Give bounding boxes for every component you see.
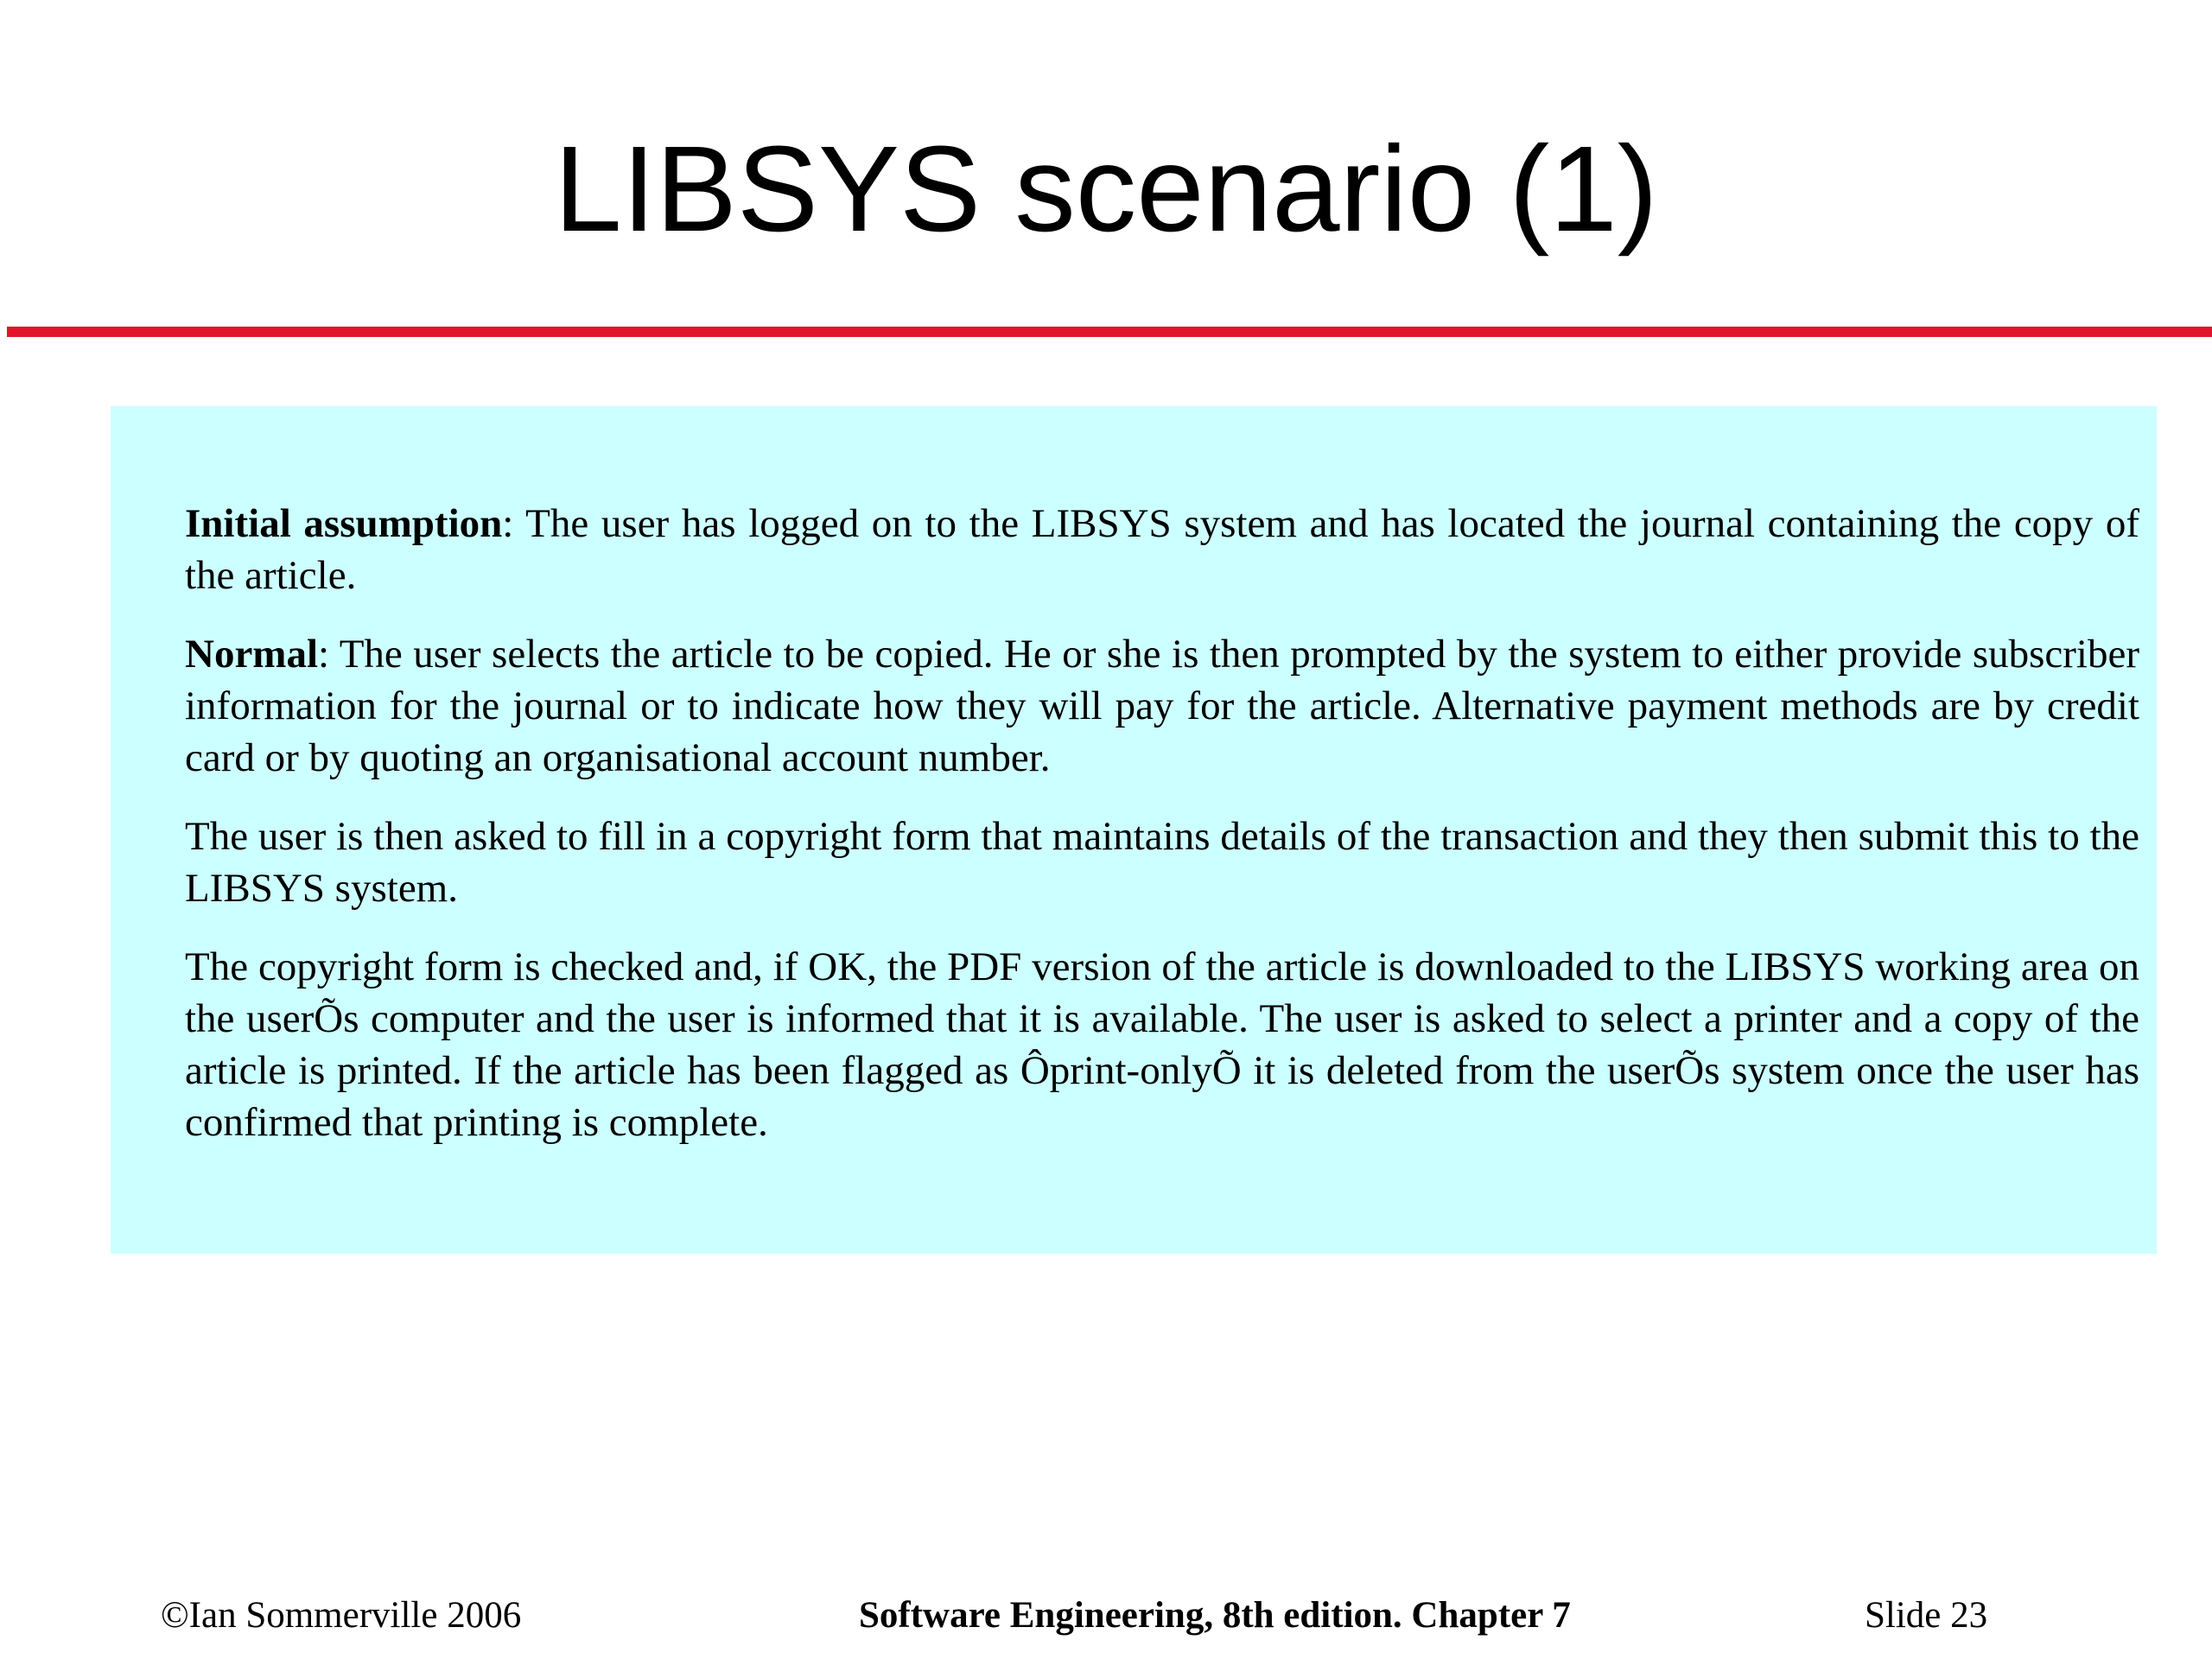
normal-text: : The user selects the article to be copied. He or she is then prompted by the system to either provide subscriber information for the journal or to indicate how they will pay for the article. Alternative payment methods are by credit card or by quoting an organisational account number. bbox=[185, 632, 2139, 780]
normal-paragraph bbox=[185, 628, 2139, 784]
initial-assumption-paragraph bbox=[185, 498, 2139, 601]
copyright-form-paragraph: The user is then asked to fill in a copyright form that maintains details of the transaction and they then submit this to the LIBSYS system. bbox=[185, 814, 2139, 911]
normal-label: Normal bbox=[185, 632, 319, 677]
scenario-box bbox=[111, 406, 2157, 1254]
initial-assumption-label: Initial assumption bbox=[185, 501, 503, 546]
download-print-paragraph: The copyright form is checked and, if OK, the PDF version of the article is downloaded to the LIBSYS working area on the userÕs computer and the user is informed that it is available. The user is asked to select a printer and a copy of the article is printed. If the article has been flagged as Ôprint-onlyÕ it is deleted from the userÕs system once the user has confirmed that printing is complete. bbox=[185, 944, 2139, 1145]
footer-book-title: Software Engineering, 8th edition. Chapter 7 bbox=[859, 1595, 1571, 1636]
slide-title: LIBSYS scenario (1) bbox=[554, 120, 1658, 257]
footer-slide-number: Slide 23 bbox=[1865, 1595, 1988, 1636]
footer-copyright: ©Ian Sommerville 2006 bbox=[161, 1595, 522, 1636]
title-divider bbox=[7, 327, 2212, 337]
initial-assumption-text: : The user has logged on to the LIBSYS system and has located the journal containing the copy of the article. bbox=[185, 501, 2140, 598]
